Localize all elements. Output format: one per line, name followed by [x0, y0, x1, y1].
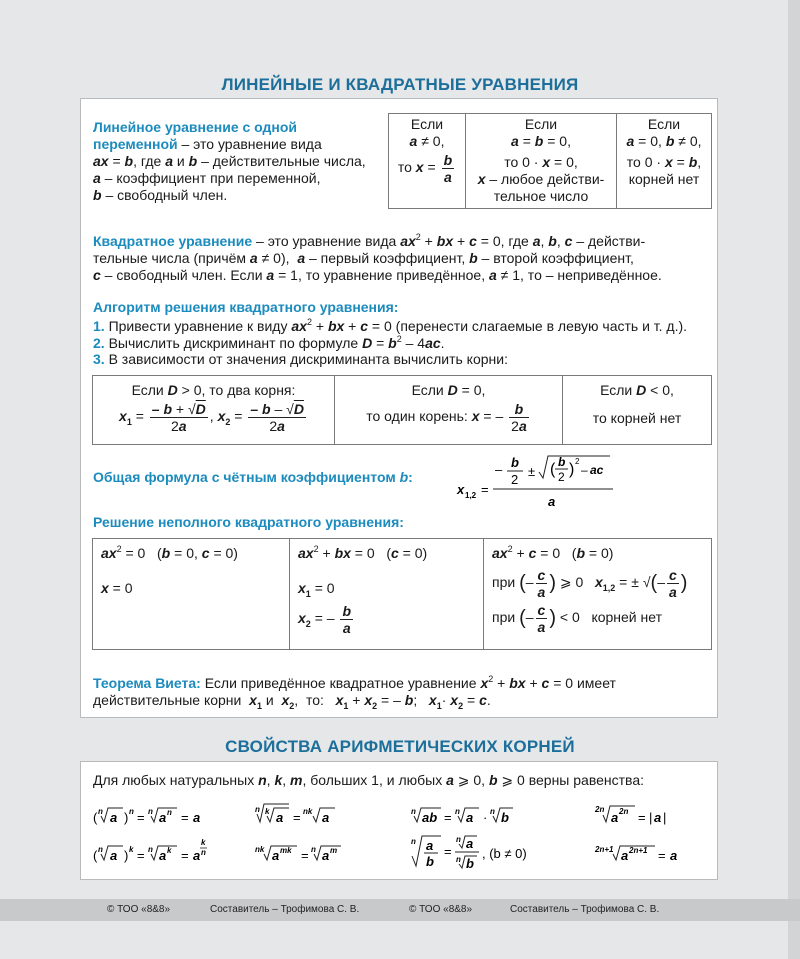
svg-text:|: | — [663, 810, 667, 825]
svg-text:a: a — [611, 810, 619, 825]
formula-power-root — [93, 807, 200, 825]
linear-case-no-roots: Если a = 0, b ≠ 0, то 0 · x = b, корней нет — [617, 114, 712, 209]
svg-text:a: a — [426, 838, 434, 853]
svg-text:2n+1: 2n+1 — [629, 846, 648, 855]
svg-text:n: n — [411, 837, 416, 846]
incomplete-case-3: $ax^2 + c = 0$ (b = 0) при (– $\frac{c}{a}$ ) ⩾ 0 $x_{1,2}$ = ± √(– $\frac{c}{a}$ ) при (– $\frac{c}{a}$ ) < 0 корней нет — [484, 539, 712, 650]
svg-text:=: = — [181, 810, 189, 825]
footer-bar — [0, 899, 800, 921]
svg-text:): ) — [124, 810, 129, 825]
svg-text:(: ( — [93, 810, 98, 825]
svg-text:a: a — [159, 810, 167, 825]
svg-text:nk: nk — [303, 807, 313, 816]
quadratic-line2: тельные числа (причём a ≠ 0), a – первый коэффициент, b – второй коэффициент, — [93, 250, 634, 266]
algorithm-step-3: 3. В зависимости от значения дискриминанта вычислить корни: — [93, 351, 508, 367]
svg-text:n: n — [455, 807, 460, 816]
even-coef-heading: Общая формула с чётным коэффициентом b: — [93, 469, 413, 485]
svg-text:k: k — [265, 807, 270, 816]
svg-text:ab: ab — [422, 810, 438, 825]
algorithm-heading: Алгоритм решения квадратного уравнения: — [93, 299, 399, 315]
vieta-line2: действительные корни $x_1$ и $x_2$, то: $x_1 + x_2$ = – b; $x_1\cdot x_2 = c$. — [93, 692, 491, 711]
algorithm-step-1: 1. Привести уравнение к виду $ax^2$ + bx + c = 0 (перенести слагаемые в левую часть и т. д.). — [93, 317, 688, 334]
formula-odd-root — [594, 845, 677, 863]
svg-text:): ) — [124, 848, 129, 863]
svg-text:a: a — [110, 848, 118, 863]
svg-text:=: = — [444, 844, 452, 859]
roots-intro: Для любых натуральных n, k, m, больших 1, и любых a ⩾ 0, b ⩾ 0 верны равенства: — [93, 772, 644, 788]
linear-heading-line1: Линейное уравнение с одной — [93, 119, 298, 135]
svg-text:·: · — [483, 810, 488, 825]
svg-text:n: n — [311, 845, 316, 854]
svg-text:1,2: 1,2 — [465, 491, 477, 500]
svg-text:a: a — [670, 848, 678, 863]
svg-text:b: b — [426, 854, 434, 869]
svg-text:a: a — [276, 810, 284, 825]
svg-text:n: n — [255, 805, 260, 814]
svg-text:a: a — [621, 848, 629, 863]
quadratic-line1: Квадратное уравнение – это уравнение вида $ax^2$ + bx + c = 0, где a, b, c – действи- — [93, 232, 646, 249]
formula-nested-root — [255, 804, 335, 825]
svg-text:n: n — [98, 807, 103, 816]
formula-power-k — [93, 838, 207, 863]
svg-text:a: a — [466, 810, 474, 825]
svg-text:=: = — [638, 810, 646, 825]
equations-panel — [80, 98, 718, 718]
algorithm-step-2: 2. Вычислить дискриминант по формуле $D = b^2 - 4ac$. — [93, 334, 445, 351]
svg-text:n: n — [148, 845, 153, 854]
linear-line2: переменной – это уравнение вида — [93, 136, 322, 152]
footer-author-left: Составитель – Трофимова С. В. — [210, 904, 360, 915]
svg-text:x: x — [457, 482, 465, 497]
svg-text:n: n — [98, 845, 103, 854]
svg-text:2n: 2n — [619, 807, 629, 816]
svg-text:b: b — [501, 810, 509, 825]
svg-text:|: | — [649, 810, 653, 825]
quotient-condition: , (b ≠ 0) — [482, 846, 527, 861]
svg-text:=: = — [181, 848, 189, 863]
vieta-line1: Теорема Виета: Если приведённое квадратное уравнение $x^2$ + bx + c = 0 имеет — [93, 674, 616, 691]
formula-quotient-root — [411, 835, 479, 871]
incomplete-heading: Решение неполного квадратного уравнения: — [93, 514, 404, 530]
svg-text:2: 2 — [511, 472, 519, 487]
svg-text:=: = — [137, 848, 145, 863]
section-title-roots: СВОЙСТВА АРИФМЕТИЧЕСКИХ КОРНЕЙ — [225, 737, 575, 756]
section-title-equations: ЛИНЕЙНЫЕ И КВАДРАТНЫЕ УРАВНЕНИЯ — [221, 75, 579, 94]
svg-text:n: n — [456, 855, 461, 864]
svg-text:n: n — [167, 808, 172, 817]
quadratic-line3: c – свободный член. Если a = 1, то уравнение приведённое, a ≠ 1, то – неприведённое. — [93, 267, 662, 283]
svg-text:a: a — [322, 848, 330, 863]
svg-text:a: a — [654, 810, 662, 825]
svg-text:a: a — [272, 848, 280, 863]
svg-text:a: a — [159, 848, 167, 863]
svg-text:m: m — [330, 846, 338, 855]
linear-line5: b – свободный член. — [93, 187, 228, 203]
svg-text:k: k — [167, 846, 172, 855]
linear-cases-table — [388, 113, 712, 209]
linear-case-all-zero: Если a = b = 0, то 0 · x = 0, x – любое действи- тельное число — [466, 114, 617, 209]
disc-positive: Если D > 0, то два корня: $x_1$ = $\frac{- b + √D}{2a}$ , $x_2$ = $\frac{- b - √D}{2a}$ — [93, 376, 335, 445]
svg-text:=: = — [481, 482, 489, 497]
linear-line4: a – коэффициент при переменной, — [93, 170, 321, 186]
svg-text:a: a — [193, 810, 201, 825]
svg-text:n: n — [490, 807, 495, 816]
incomplete-case-2: $ax^2$ + bx = 0 (c = 0) $x_1 = 0$ $x_2$ = – $\frac{b}{a}$ — [290, 539, 484, 650]
page-edge — [788, 0, 800, 959]
disc-negative: Если D < 0, то корней нет — [563, 376, 712, 445]
svg-text:2: 2 — [558, 470, 565, 484]
roots-formulas — [89, 800, 709, 878]
formula-reduce-root — [255, 845, 341, 863]
svg-text:ac: ac — [590, 463, 604, 477]
svg-text:b: b — [558, 455, 566, 469]
linear-line3: ax = b, где a и b – действительные числа, — [93, 153, 366, 169]
incomplete-case-1: $ax^2 = 0$ (b = 0, c = 0) x = 0 — [93, 539, 290, 650]
even-coef-formula — [455, 454, 625, 512]
svg-text:b: b — [466, 856, 474, 871]
svg-text:2n+1: 2n+1 — [595, 845, 614, 854]
formula-even-root-abs — [594, 805, 666, 825]
svg-text:mk: mk — [280, 846, 292, 855]
svg-text:k: k — [201, 838, 206, 847]
svg-text:a: a — [193, 848, 201, 863]
svg-text:=: = — [444, 810, 452, 825]
svg-text:n: n — [456, 835, 461, 844]
svg-text:=: = — [293, 810, 301, 825]
svg-text:): ) — [569, 461, 575, 478]
formula-product-root — [411, 807, 513, 825]
svg-text:2n: 2n — [595, 805, 605, 814]
svg-text:–: – — [581, 463, 588, 477]
svg-text:–: – — [495, 462, 503, 477]
svg-text:a: a — [322, 810, 330, 825]
svg-text:k: k — [129, 845, 134, 854]
svg-text:(: ( — [550, 461, 556, 478]
svg-text:(: ( — [93, 848, 98, 863]
footer-copyright-right: © ТОО «8&8» — [409, 904, 473, 915]
svg-text:=: = — [658, 848, 666, 863]
roots-panel — [80, 761, 718, 880]
svg-text:=: = — [137, 810, 145, 825]
svg-text:b: b — [511, 455, 519, 470]
svg-text:a: a — [548, 494, 556, 509]
svg-text:±: ± — [528, 464, 536, 479]
svg-text:=: = — [301, 848, 309, 863]
footer-author-right: Составитель – Трофимова С. В. — [510, 904, 660, 915]
svg-text:n: n — [129, 807, 134, 816]
svg-text:n: n — [148, 807, 153, 816]
svg-text:a: a — [110, 810, 118, 825]
svg-text:n: n — [411, 807, 416, 816]
svg-text:a: a — [466, 836, 474, 851]
svg-text:nk: nk — [255, 845, 265, 854]
disc-zero: Если D = 0, то один корень: x = – $\frac{b}{2a}$ — [335, 376, 563, 445]
footer-copyright-left: © ТОО «8&8» — [107, 904, 171, 915]
linear-case-a-nonzero: Если a ≠ 0, то x = $\frac{b}{a}$ — [389, 114, 466, 209]
svg-text:2: 2 — [575, 457, 580, 466]
discriminant-table — [92, 375, 712, 445]
svg-text:n: n — [201, 848, 206, 857]
incomplete-table — [92, 538, 712, 650]
